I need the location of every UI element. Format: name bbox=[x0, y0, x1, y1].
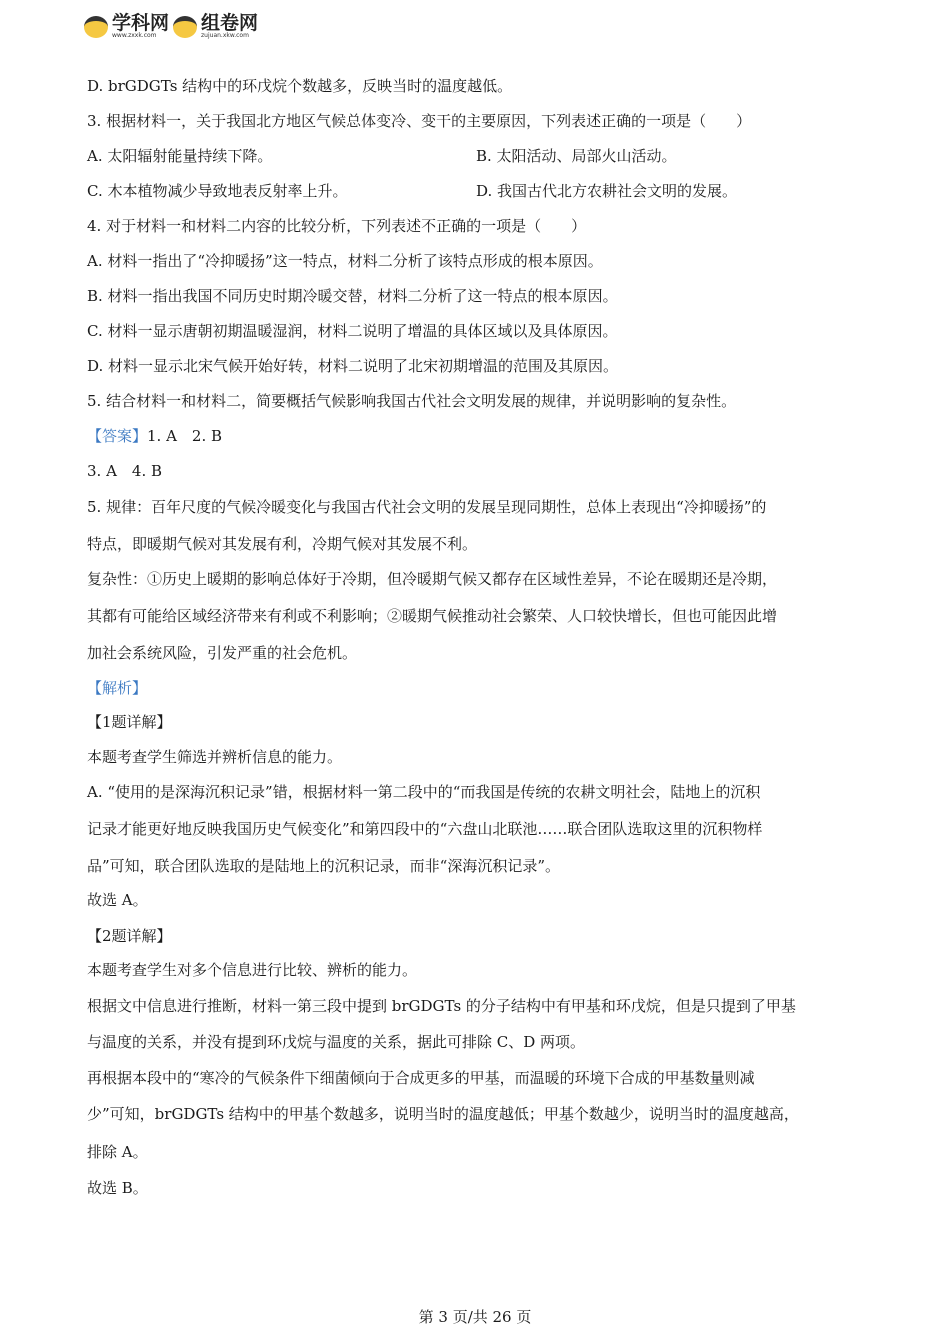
text-segment: 5. 规律：百年尺度的气候冷暖变化与我国古代社会文明的发展呈现同期性，总体上表现出“冷抑暖扬”的 bbox=[87, 498, 767, 516]
text-segment: 其都有可能给区域经济带来有利或不利影响；②暖期气候推动社会繁荣、人口较快增长，但也可能因此增 bbox=[87, 607, 778, 625]
text-segment: A. 太阳辐射能量持续下降。 bbox=[87, 147, 273, 165]
text-line bbox=[87, 1142, 148, 1162]
option-right: B. 太阳活动、局部火山活动。 bbox=[476, 147, 677, 165]
logo-text-2: 组卷网 bbox=[201, 12, 259, 34]
text-segment: 5. 结合材料一和材料二，简要概括气候影响我国古代社会文明发展的规律，并说明影响的复杂性。 bbox=[87, 392, 737, 410]
text-segment: 3. A 4. B bbox=[87, 462, 163, 480]
option-right: D. 我国古代北方农耕社会文明的发展。 bbox=[476, 182, 738, 200]
text-line bbox=[87, 534, 477, 554]
text-segment: 本题考查学生筛选并辨析信息的能力。 bbox=[87, 748, 343, 766]
text-segment: B. 材料一指出我国不同历史时期冷暖交替，材料二分析了这一特点的根本原因。 bbox=[87, 287, 618, 305]
text-segment: 故选 A。 bbox=[87, 891, 148, 909]
text-line bbox=[87, 1068, 755, 1088]
text-line bbox=[87, 76, 512, 96]
text-line bbox=[87, 216, 586, 236]
text-line bbox=[87, 146, 272, 166]
text-segment: 复杂性：①历史上暖期的影响总体好于冷期，但冷暖期气候又都存在区域性差异，不论在暖期还是冷期， bbox=[87, 570, 778, 588]
text-segment: C. 材料一显示唐朝初期温暖湿润，材料二说明了增温的具体区域以及具体原因。 bbox=[87, 322, 618, 340]
text-segment: D. 材料一显示北宋气候开始好转，材料二说明了北宋初期增温的范围及其原因。 bbox=[87, 357, 619, 375]
text-line bbox=[87, 426, 222, 446]
text-line bbox=[87, 356, 618, 376]
site-logo[interactable] bbox=[84, 14, 258, 39]
text-line bbox=[87, 1104, 799, 1124]
text-segment: 特点，即暖期气候对其发展有利，冷期气候对其发展不利。 bbox=[87, 535, 478, 553]
page-number: 第 3 页/共 26 页 bbox=[418, 1308, 532, 1326]
mascot-icon bbox=[84, 16, 108, 38]
text-line bbox=[87, 181, 347, 201]
text-segment: 3. 根据材料一，关于我国北方地区气候总体变冷、变干的主要原因，下列表述正确的一项是（ ） bbox=[87, 112, 752, 130]
text-line bbox=[87, 747, 342, 767]
text-line bbox=[87, 1032, 585, 1052]
text-line bbox=[87, 461, 162, 481]
text-line bbox=[87, 782, 760, 802]
text-segment: 加社会系统风险，引发严重的社会危机。 bbox=[87, 644, 358, 662]
text-segment: 【1题详解】 bbox=[87, 713, 172, 731]
section-label: 【解析】 bbox=[87, 679, 148, 697]
text-segment: A. 材料一指出了“冷抑暖扬”这一特点，材料二分析了该特点形成的根本原因。 bbox=[87, 252, 603, 270]
text-segment: 故选 B。 bbox=[87, 1179, 148, 1197]
text-segment: 本题考查学生对多个信息进行比较、辨析的能力。 bbox=[87, 961, 418, 979]
text-segment: 少”可知，brGDGTs 结构中的甲基个数越多，说明当时的温度越低；甲基个数越少，说明当时的温度越高， bbox=[87, 1105, 799, 1123]
text-segment: D. brGDGTs 结构中的环戊烷个数越多，反映当时的温度越低。 bbox=[87, 77, 513, 95]
section-label: 【答案】 bbox=[87, 427, 148, 445]
logo-text-1: 学科网 bbox=[112, 12, 170, 34]
mascot-icon bbox=[173, 16, 197, 38]
text-segment: 与温度的关系，并没有提到环戊烷与温度的关系，据此可排除 C、D 两项。 bbox=[87, 1033, 586, 1051]
text-segment: 【2题详解】 bbox=[87, 927, 172, 945]
text-segment: 记录才能更好地反映我国历史气候变化”和第四段中的“六盘山北联池……联合团队选取这里的沉积物样 bbox=[87, 820, 763, 838]
text-segment: 品”可知，联合团队选取的是陆地上的沉积记录，而非“深海沉积记录”。 bbox=[87, 857, 561, 875]
text-line bbox=[87, 819, 762, 839]
text-line bbox=[87, 321, 617, 341]
text-line bbox=[87, 856, 560, 876]
text-line bbox=[87, 1178, 148, 1198]
logo-url-1: www.zxxk.com bbox=[112, 32, 157, 39]
text-line bbox=[87, 890, 148, 910]
text-line bbox=[87, 643, 357, 663]
logo-url-2: zujuan.xkw.com bbox=[201, 32, 249, 39]
text-line bbox=[87, 678, 147, 698]
text-line bbox=[87, 712, 172, 732]
text-line bbox=[87, 111, 751, 131]
text-line bbox=[87, 286, 618, 306]
text-line bbox=[87, 996, 796, 1016]
text-line bbox=[87, 926, 172, 946]
text-line bbox=[87, 606, 777, 626]
text-line bbox=[87, 391, 736, 411]
text-line bbox=[87, 569, 777, 589]
text-line bbox=[87, 960, 417, 980]
text-segment: 排除 A。 bbox=[87, 1143, 148, 1161]
text-segment: A. “使用的是深海沉积记录”错，根据材料一第二段中的“而我国是传统的农耕文明社会，陆地上的沉积 bbox=[87, 783, 761, 801]
text-segment: 4. 对于材料一和材料二内容的比较分析，下列表述不正确的一项是（ ） bbox=[87, 217, 587, 235]
text-segment: 1. A 2. B bbox=[147, 427, 223, 445]
text-line bbox=[87, 497, 766, 517]
text-segment: 再根据本段中的“寒冷的气候条件下细菌倾向于合成更多的甲基，而温暖的环境下合成的甲基数量则减 bbox=[87, 1069, 755, 1087]
text-line bbox=[87, 251, 603, 271]
text-segment: 根据文中信息进行推断，材料一第三段中提到 brGDGTs 的分子结构中有甲基和环戊烷，但是只提到了甲基 bbox=[87, 997, 796, 1015]
text-segment: C. 木本植物减少导致地表反射率上升。 bbox=[87, 182, 348, 200]
